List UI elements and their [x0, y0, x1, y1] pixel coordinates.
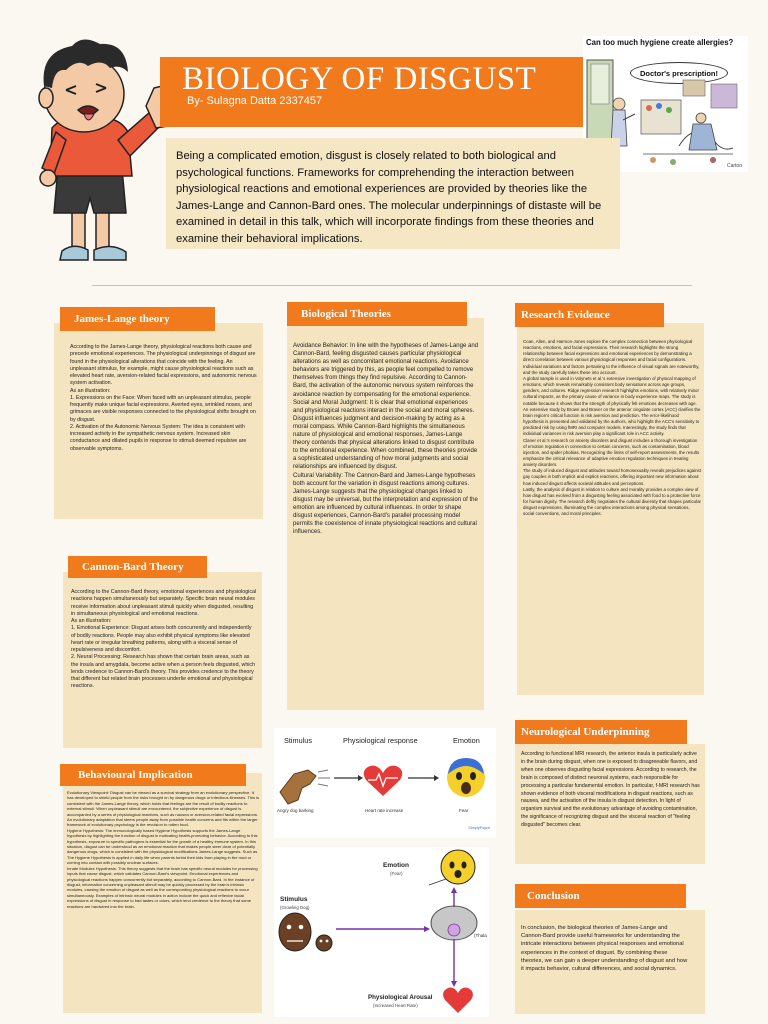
disgusted-boy-illustration: [22, 28, 182, 268]
research-title: Research Evidence: [521, 309, 610, 321]
cartoon-question: Can too much hygiene create allergies?: [586, 38, 734, 47]
diagram2-stimulus-sub: (Growling Dog): [280, 905, 310, 910]
section-divider: [92, 285, 692, 286]
diagram-label-stimulus: Stimulus: [284, 736, 312, 745]
james-lange-text: According to the James-Lange theory, physiological reactions both cause and precede emotional experiences. The physiological underpinnings of disgust are found in the physiological alterations that coincide with the feeling. An unpleasant stimulus, for example, might cause physiological reactions such as elevated heart rate, aversion-related facial expressions, and autonomic nervous system activation. As an illustration: 1. Expressions on the Face: When faced with an unpleasant stimulus, people frequently make unique facial expressions. Averted eyes, wrinkled noses, and grimaces are visible responses connected to the physiological shifts brought on by disgust. 2. Activation of the Autonomic Nervous System: The idea is consistent with increased activity in the sympathetic nervous system. Increased skin conductance and dilated pupils in response to stimuli deemed repulsive are observable symptoms.: [70, 344, 257, 452]
behavioural-title: Behavioural Implication: [78, 769, 193, 781]
james-lange-header: [60, 307, 215, 331]
diagram-caption-dog: Angry dog barking: [277, 808, 314, 813]
biological-panel: [287, 318, 484, 710]
conclusion-header: [515, 884, 686, 908]
diagram2-arousal-sub: (Increased Heart Rate): [373, 1003, 418, 1008]
diagram2-arousal-label: Physiological Arousal: [368, 994, 433, 1001]
intro-text: Being a complicated emotion, disgust is closely related to both biological and psychological functions. Frameworks for comprehending the interaction between physiological reactions and emotional experiences are provided by theories like the James-Lange and Cannon-Bard ones. The molecular underpinnings of distaste will be examined in detail in this talk, which will incorporate findings from these theories and examine their behavioral implications.: [176, 150, 602, 245]
diagram2-emotion-sub: (Fear): [390, 871, 403, 876]
diagram-label-physiological: Physiological response: [343, 736, 418, 745]
cannon-bard-panel: [63, 572, 262, 748]
conclusion-panel: [515, 910, 705, 1014]
diagram-caption-heart: Heart rate increase: [365, 808, 404, 813]
cannon-bard-drawing: [274, 847, 489, 1017]
biological-text: Avoidance Behavior: In line with the hypotheses of James-Lange and Cannon-Bard, feeling disgusted causes particular physiological alterations as well as concomitant emotional reactions. Avoidance behaviors are triggered by this, as people feel compelled to remove themselves from things they find repulsive. According to Cannon-Bard, the activation of the autonomic nervous system reinforces the avoidance reaction by compensating for the emotional experience. Social and Moral Judgment: It is clear that emotional experiences and physiological reactions interact in the social and moral spheres. Disgust influences judgment and decision-making by acting as a moral compass. While Cannon-Bard highlights the simultaneous nature of physiological and emotional responses, James-Lange theory contends that physical alterations linked to disgust contribute to the emotional experience. When combined, these theories provide a sophisticated understanding of how moral judgments and social relationships are influenced by disgust. Cultural Variability: The Cannon-Bard and James-Lange hypotheses both account for the variation in disgust reactions among cultures. James-Lange suggests that the physiological changes linked to disgust may be universal, but the interpretation and expression of the emotion are influenced by cultural influences. In order to shape disgust experiences, Cannon-Bard's parallel processing model permits the coexistence of innate physiological reactions and cultural influences.: [293, 343, 479, 536]
diagram-label-emotion: Emotion: [453, 736, 480, 745]
poster-title-banner: [160, 57, 583, 127]
biological-header: [287, 302, 467, 326]
poster-author: By- Sulagna Datta 2337457: [187, 95, 323, 107]
neurological-text: According to functional MRI research, the anterior insula is particularly active in the brain during disgust, when one is exposed to disagreeable flavors, and when one observes disgusting facial expressions. According to research, the brain is composed of distinct neuronal systems, each responsible for processing a particular fundamental emotion. In particular, f-MRI research has shown evidence of both visceral modifications in disgust reactions, such as nausea, and the activation of the insula in disgust detection. In light of organism survival and the evolutionary advantage of avoiding contamination, the significance of recognizing disgust and the visceral reaction of "feeling disgusted" becomes clear.: [521, 751, 700, 829]
behavioural-header: [60, 764, 246, 786]
diagram2-stimulus-label: Stimulus: [280, 896, 308, 903]
diagram-credit: SimplyPsych: [468, 826, 490, 830]
diagram-caption-fear: Fear: [459, 808, 469, 813]
conclusion-title: Conclusion: [527, 890, 580, 902]
james-lange-diagram: [274, 728, 496, 838]
behavioural-panel: [63, 773, 262, 1013]
research-text: Coan, Allen, and Harmon-Jones explore the complex connection between physiological reactions, emotions, and facial expressions. Their research highlights the strong relationship between facial expressions and emotional experiences by demonstrating a direct correlation between various physiological responses and facial configurations. Individual variations and factors pertaining to the influence of visual signals are noteworthy, and the study carefully takes these into account. A global sample is used in Volynets et al.'s extensive investigation of physical mapping of emotions, which reveals remarkably consistent body sensations across age groups, genders, and cultures. Ridge regression research highlights emotions, with relatively minor cultural impacts, as the primary cause of variance in body experience maps. The study is notable because it shows that the strength of physically felt emotions decreases with age. An extensive study by Brown and Braver on the anterior cingulate cortex (ACC) clarifies the brain region's critical function in risk aversion and prediction. The error-likelihood hypothesis is presented and validated by the authors, who highlight the ACC's sensitivity to predicted risk by using fMRI and computer models. Interestingly, the study finds that individual variances in risk aversion play a significant role in ACC activity. Claner et al.'s research on anxiety disorders and disgust includes a thorough investigation of emotion regulation in connection to certain concerns, such as contamination, blood injection, and spider phobias. Recognizing the limits of self-report assessments, the results emphasize the critical relevance of adaptive emotion regulation techniques in treating anxiety disorders. The study of induced disgust and attitudes toward homosexuality reveals prejudices against gay couples in both implicit and explicit reactions, offering important new information about how induced disgust affects societal attitudes and perceptions. Lastly, the analysis of disgust in relation to culture and morality provides a complex view of how disgust has evolved from a disgusting feeling associated with food to a protective force for human dignity. The research deftly negotiates the cultural diversity that shapes particular disgust expressions, illuminating the complex interactions among physical sensations, social conventions, and moral principles.: [523, 339, 701, 517]
cartoon-speech-text: Doctor's prescription!: [639, 68, 719, 78]
behavioural-text: Evolutionary Viewpoint: Disgust can be viewed as a survival strategy from an evolutionary perspective. It has developed to shield people from the risks brought on by dangerous drugs or infectious illnesses. This is consistent with the James-Lange theory, which holds that feelings are the result of bodily reactions to external stimuli. When unpleasant stimuli are encountered, the subjective experience of disgust is accompanied by a series of physiological reactions, such as nausea or aversion-related facial expressions. An evolutionary adaptation that steers people away from possible health concerns and fits within the larger framework of evolutionary psychology is the revulsion to rotten food. Hygiene Hypothesis: The immunologically based Hygiene Hypothesis supports the James-Lange hypothesis by highlighting the function of disgust in motivating health-promoting behavior. According to this hypothesis, exposure to specific pathogens is essential for the growth of a healthy immune system. In this situation, disgust can be understood as an emotional reaction that makes people steer clear of potentially dangerous drugs, which is consistent with the physiological modifications James-Lange suggests. Such as The Hygiene Hypothesis is applied in daily life when parents forbid their kids from playing in the mud or coming into contact with possibly unclean surfaces. Innate Modules Hypothesis: This theory suggests that the brain has specific neural modules for processing inputs that cause disgust, which validates Cannon-Bard's viewpoint. Emotional experiences and physiological reactions happen concurrently but separately, according to Cannon-Bard. In the instance of disgust, information concerning unpleasant stimuli may be quickly processed by the brain's intrinsic modules, causing the emotion of disgust as well as the corresponding physiological reactions to occur simultaneously. Examples of intrinsic neural modules in action include the quick and reflexive facial expressions of disgust in response to bad tastes or odors, which lend credence to the theory that some reactions are hardwired into the brain.: [67, 790, 260, 909]
neurological-header: [515, 720, 687, 744]
cannon-bard-title: Cannon-Bard Theory: [82, 561, 184, 573]
james-lange-panel: [54, 323, 263, 519]
neurological-panel: [515, 744, 705, 864]
research-header: [515, 303, 664, 327]
research-panel: [517, 323, 704, 695]
cannon-bard-diagram: [274, 847, 489, 1017]
biological-title: Biological Theories: [301, 308, 391, 320]
diagram2-thal-label: (Thala: [474, 933, 487, 938]
neurological-title: Neurological Underpinning: [521, 726, 650, 738]
intro-panel: [166, 138, 620, 249]
cartoon-signature: Cartoo: [726, 163, 742, 169]
james-lange-title: James-Lange theory: [74, 313, 170, 325]
conclusion-text: In conclusion, the biological theories of James-Lange and Cannon-Bard provide useful frameworks for understanding the intricate interactions between physical responses and emotional experiences in the context of disgust. By combining these theories, we can gain a deeper understanding of disgust and how it impacts behavior, cultural differences, and social dynamics.: [521, 925, 688, 973]
cannon-bard-text: According to the Cannon-Bard theory, emotional experiences and physiological reactions happen simultaneously but separately. Specific brain neural modules receive information about unpleasant stimuli quickly when disgusted, resulting in simultaneous physiological and emotional reactions. As an illustration: 1. Emotional Experience: Disgust arises both concurrently and independently of bodily reactions. People may also exhibit physical symptoms like elevated heart rate or irregular breathing patterns, along with a visceral sense of repulsiveness and discomfort. 2. Neural Processing: Research has shown that certain brain areas, such as the insula and amygdala, become active when a person feels disgusted, which lends credence to Cannon-Bard's theory. This provides credence to the theory that different but related brain processes underlie emotional and physiological reactions.: [71, 589, 257, 690]
diagram2-emotion-label: Emotion: [383, 862, 409, 869]
poster-title: BIOLOGY OF DISGUST: [182, 61, 537, 97]
cannon-bard-header: [68, 556, 207, 578]
